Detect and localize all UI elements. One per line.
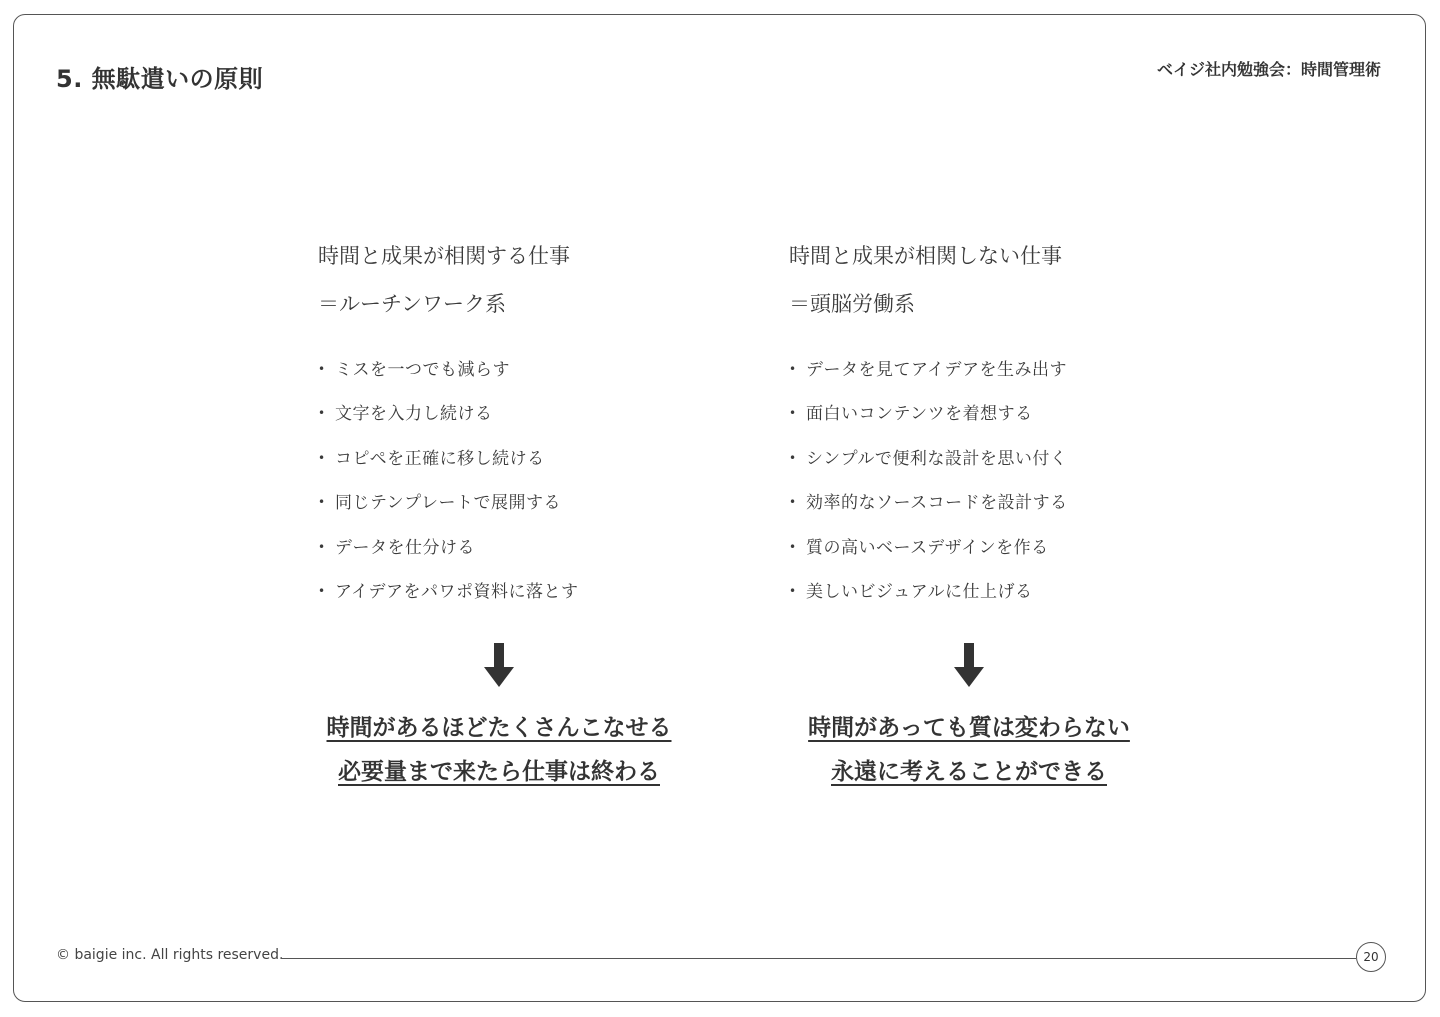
bullet-icon: • bbox=[318, 450, 326, 465]
conclusion-line: 時間があるほどたくさんこなせる bbox=[326, 715, 672, 741]
conclusion bbox=[318, 707, 680, 795]
conclusion-line: 時間があっても質は変わらない bbox=[808, 715, 1130, 741]
slide bbox=[13, 14, 1426, 1002]
bullet-icon: • bbox=[318, 583, 326, 598]
bullet-list bbox=[789, 354, 1068, 620]
conclusion-line: 必要量まで来たら仕事は終わる bbox=[338, 759, 660, 785]
bullet-icon: • bbox=[789, 495, 797, 510]
column-knowledge-work bbox=[789, 237, 1219, 785]
series-label: ベイジ社内勉強会：時間管理術 bbox=[1156, 60, 1381, 79]
list-item: • 面白いコンテンツを着想する bbox=[789, 398, 1068, 442]
bullet-icon: • bbox=[789, 362, 797, 376]
conclusion-line: 永遠に考えることができる bbox=[831, 759, 1107, 785]
bullet-icon: • bbox=[318, 362, 326, 376]
bullet-icon: • bbox=[789, 583, 797, 598]
bullet-icon: • bbox=[318, 406, 326, 421]
column-routine-work bbox=[318, 237, 748, 785]
footer-divider bbox=[281, 958, 1356, 959]
arrow-down-icon bbox=[954, 643, 984, 687]
list-item: • 美しいビジュアルに仕上げる bbox=[789, 576, 1068, 620]
list-item: • データを見てアイデアを生み出す bbox=[789, 354, 1068, 398]
list-item: • コピペを正確に移し続ける bbox=[318, 443, 578, 487]
list-item: • ミスを一つでも減らす bbox=[318, 354, 578, 398]
copyright: © baigie inc. All rights reserved. bbox=[56, 947, 284, 963]
bullet-icon: • bbox=[789, 539, 797, 554]
bullet-icon: • bbox=[789, 450, 797, 465]
bullet-icon: • bbox=[318, 539, 326, 554]
list-item: • 同じテンプレートで展開する bbox=[318, 487, 578, 531]
page-number: 20 bbox=[1356, 942, 1386, 972]
bullet-icon: • bbox=[789, 406, 797, 421]
bullet-list bbox=[318, 354, 578, 620]
list-item: • アイデアをパワポ資料に落とす bbox=[318, 576, 578, 620]
arrow-down-icon bbox=[484, 643, 514, 687]
column-heading: 時間と成果が相関しない仕事 bbox=[789, 244, 1062, 268]
list-item: • 質の高いベースデザインを作る bbox=[789, 532, 1068, 576]
list-item: • シンプルで便利な設計を思い付く bbox=[789, 443, 1068, 487]
list-item: • 文字を入力し続ける bbox=[318, 398, 578, 442]
page-title: 5. 無駄遣いの原則 bbox=[56, 65, 264, 93]
list-item: • 効率的なソースコードを設計する bbox=[789, 487, 1068, 531]
column-subheading: ＝ルーチンワーク系 bbox=[318, 292, 506, 316]
column-heading: 時間と成果が相関する仕事 bbox=[318, 244, 570, 268]
conclusion bbox=[789, 707, 1149, 795]
column-subheading: ＝頭脳労働系 bbox=[789, 292, 915, 316]
list-item: • データを仕分ける bbox=[318, 532, 578, 576]
bullet-icon: • bbox=[318, 495, 326, 510]
